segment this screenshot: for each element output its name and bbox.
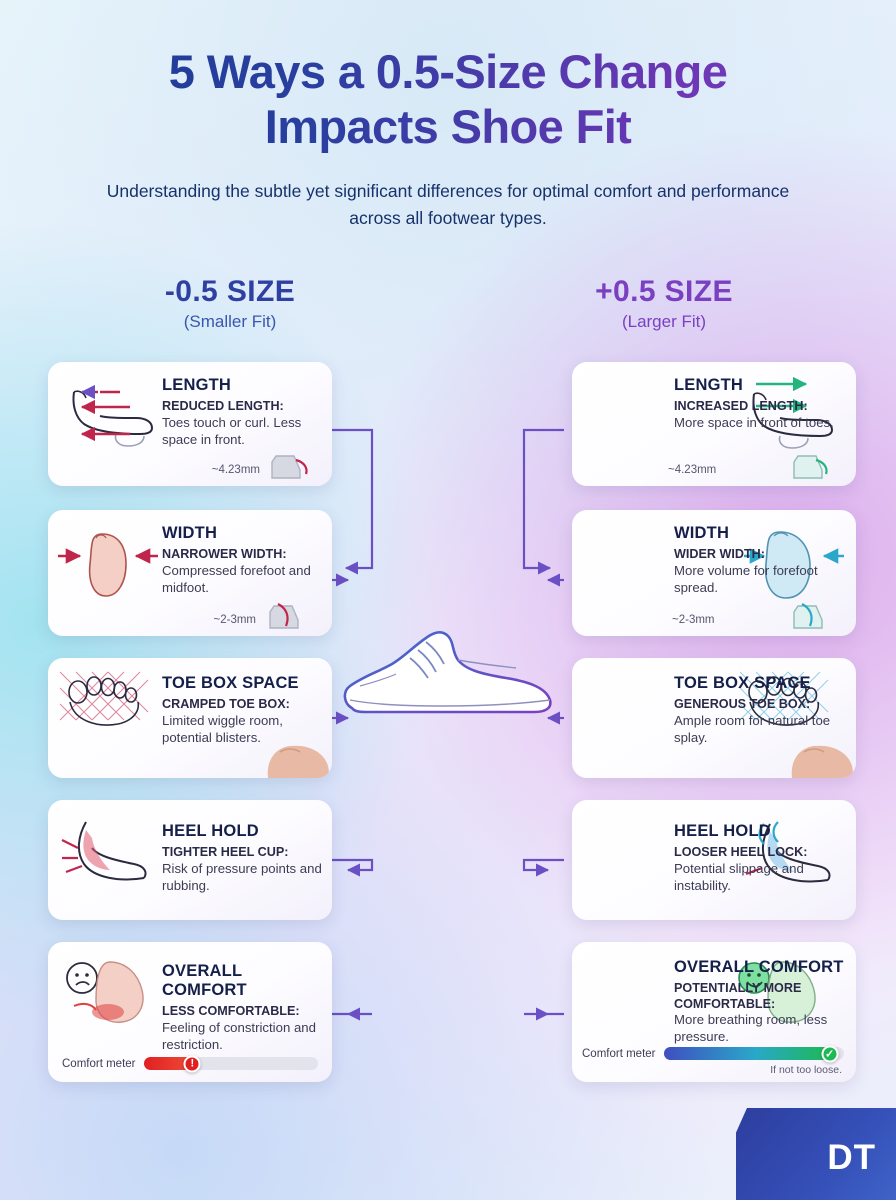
card-lead: LESS COMFORTABLE: xyxy=(162,1004,300,1018)
card-right-comfort[interactable] xyxy=(572,942,856,1082)
card-lead: POTENTIALLY MORE COMFORTABLE: xyxy=(674,981,802,1011)
card-desc: Compressed forefoot and midfoot. xyxy=(162,562,311,595)
heel-tight-illustration-icon xyxy=(56,812,168,900)
card-right-width-text xyxy=(674,524,844,597)
card-desc: Potential slippage and instability. xyxy=(674,860,804,893)
card-title: WIDTH xyxy=(162,524,218,542)
card-title: WIDTH xyxy=(674,524,730,542)
card-title: TOE BOX SPACE xyxy=(674,674,811,692)
comfort-meter-left[interactable] xyxy=(62,1057,318,1070)
card-title: LENGTH xyxy=(674,376,744,394)
card-lead: CRAMPED TOE BOX: xyxy=(162,697,290,711)
card-lead: LOOSER HEEL LOCK: xyxy=(674,845,808,859)
comfort-meter-label: Comfort meter xyxy=(62,1057,136,1070)
card-desc: More space in front of toes. xyxy=(674,414,834,430)
foot-photo-icon xyxy=(260,736,332,778)
card-left-comfort[interactable] xyxy=(48,942,332,1082)
card-left-width-text xyxy=(162,524,322,597)
card-lead: REDUCED LENGTH: xyxy=(162,399,284,413)
card-left-toebox[interactable] xyxy=(48,658,332,778)
column-header-smaller-subtitle: (Smaller Fit) xyxy=(183,312,277,331)
width-compression-arrows-icon xyxy=(54,540,164,570)
card-left-heel[interactable] xyxy=(48,800,332,920)
card-title: HEEL HOLD xyxy=(674,822,771,840)
card-left-length[interactable] xyxy=(48,362,332,486)
page-title xyxy=(0,45,896,154)
card-desc: Toes touch or curl. Less space in front. xyxy=(162,414,302,447)
card-lead: NARROWER WIDTH: xyxy=(162,547,287,561)
card-desc: More volume for forefoot spread. xyxy=(674,562,818,595)
comfort-meter-label: Comfort meter xyxy=(582,1047,656,1060)
comfort-meter-right[interactable] xyxy=(582,1047,844,1060)
card-right-width[interactable] xyxy=(572,510,856,636)
card-right-length[interactable] xyxy=(572,362,856,486)
card-left-width[interactable] xyxy=(48,510,332,636)
page-title-line2: Impacts Shoe Fit xyxy=(264,99,632,153)
card-measurement: ~2-3mm xyxy=(213,614,256,626)
column-header-larger xyxy=(514,275,814,332)
card-lead: GENEROUS TOE BOX: xyxy=(674,697,811,711)
card-left-length-text xyxy=(162,376,322,449)
column-header-smaller xyxy=(80,275,380,332)
card-title: LENGTH xyxy=(162,376,232,394)
brand-logo: DT xyxy=(827,1138,876,1177)
sad-foot-illustration-icon xyxy=(56,956,176,1036)
card-desc: Limited wiggle room, potential blisters. xyxy=(162,712,283,745)
comfort-meter-knob[interactable]: ! xyxy=(184,1055,201,1072)
comfort-meter-track[interactable] xyxy=(144,1057,319,1070)
sock-heel-icon xyxy=(786,448,844,484)
column-header-smaller-title: -0.5 SIZE xyxy=(164,275,296,308)
card-measurement: ~4.23mm xyxy=(211,464,260,476)
card-left-heel-text xyxy=(162,822,322,895)
comfort-meter-fill xyxy=(664,1047,830,1060)
card-left-comfort-text xyxy=(162,962,322,1054)
comfort-meter-knob[interactable]: ✓ xyxy=(821,1045,838,1062)
card-desc: Ample room for natural toe splay. xyxy=(674,712,831,745)
column-header-larger-subtitle: (Larger Fit) xyxy=(621,312,707,331)
comfort-meter-note: If not too loose. xyxy=(770,1064,842,1076)
sock-width-icon xyxy=(264,598,322,634)
page-title-line1: 5 Ways a 0.5-Size Change xyxy=(168,45,728,98)
card-desc: More breathing room, less pressure. xyxy=(674,1012,828,1045)
card-title: TOE BOX SPACE xyxy=(162,674,299,692)
card-lead: WIDER WIDTH: xyxy=(674,547,765,561)
card-title: OVERALL COMFORT xyxy=(162,962,247,999)
sock-width-icon xyxy=(788,598,846,634)
card-lead: INCREASED LENGTH: xyxy=(674,399,808,413)
card-right-heel-text xyxy=(674,822,844,895)
sock-heel-icon xyxy=(266,450,324,484)
page-subtitle: Understanding the subtle yet significant differences for optimal comfort and performance across all footwear types. xyxy=(106,181,790,229)
card-right-heel[interactable] xyxy=(572,800,856,920)
card-measurement: ~2-3mm xyxy=(672,614,715,626)
card-desc: Risk of pressure points and rubbing. xyxy=(162,860,322,893)
center-shoe-illustration-icon xyxy=(330,612,570,737)
left-arrow-indicator-icon xyxy=(70,400,134,422)
toes-cramped-illustration-icon xyxy=(56,666,168,754)
footer-logo-block xyxy=(736,1108,896,1200)
card-right-length-text xyxy=(674,376,844,432)
card-right-toebox[interactable] xyxy=(572,658,856,778)
card-desc: Feeling of constriction and restriction. xyxy=(162,1019,316,1052)
column-header-larger-title: +0.5 SIZE xyxy=(595,275,733,308)
foot-photo-icon xyxy=(784,736,856,778)
card-right-comfort-text xyxy=(674,958,844,1046)
card-title: OVERALL COMFORT xyxy=(674,958,844,976)
comfort-meter-track[interactable] xyxy=(664,1047,845,1060)
card-measurement: ~4.23mm xyxy=(668,464,717,476)
card-lead: TIGHTER HEEL CUP: xyxy=(162,845,289,859)
card-title: HEEL HOLD xyxy=(162,822,259,840)
